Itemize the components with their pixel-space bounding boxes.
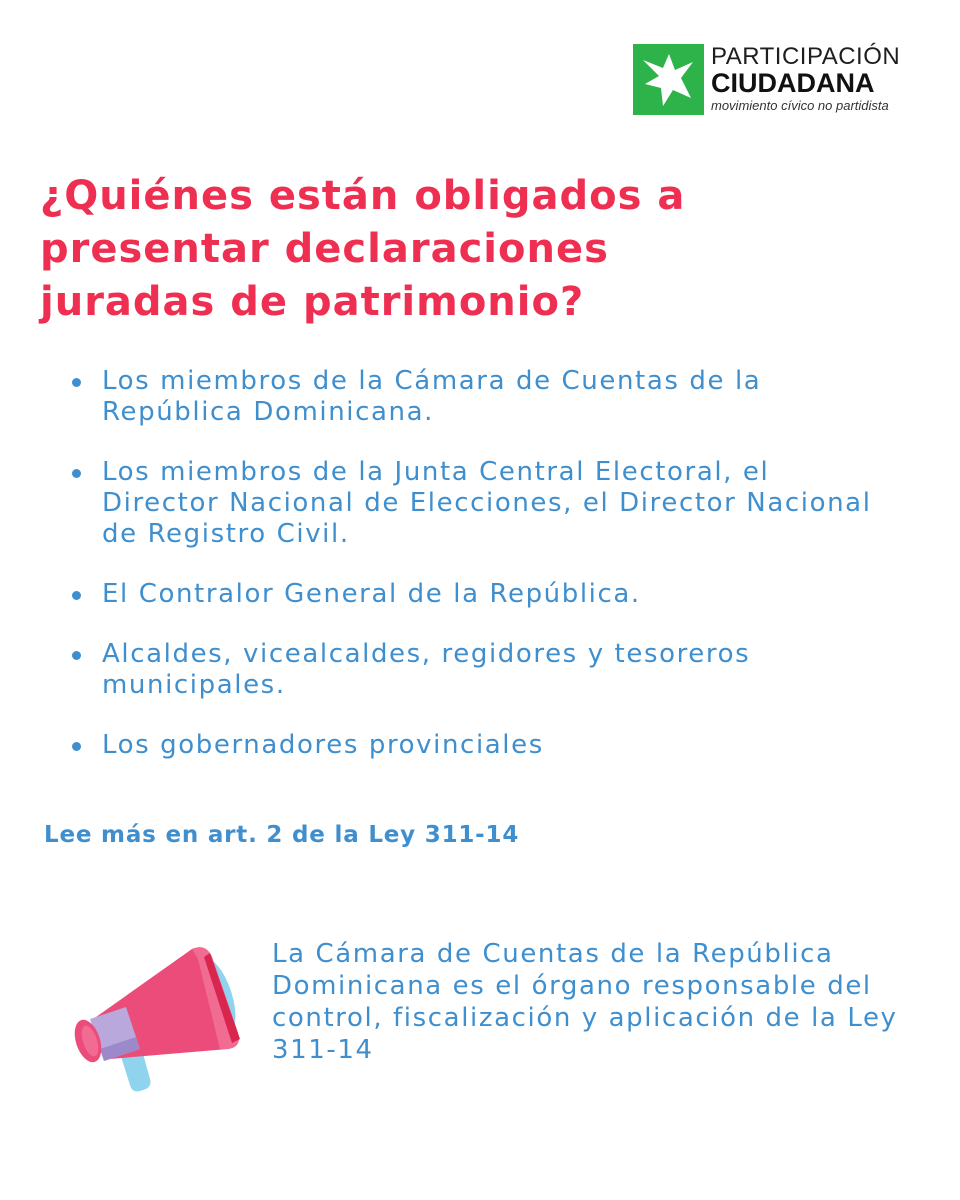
list-item bbox=[70, 579, 890, 610]
read-more-reference: Lee más en art. 2 de la Ley 311-14 bbox=[44, 822, 520, 848]
bullet-icon bbox=[72, 591, 81, 600]
participacion-ciudadana-logo bbox=[633, 44, 933, 119]
bullet-icon bbox=[72, 469, 81, 478]
logo-line-ciudadana: CIUDADANA bbox=[711, 68, 875, 98]
obligated-officials-list bbox=[70, 366, 890, 790]
page-title: ¿Quiénes están obligados a presentar declaraciones juradas de patrimonio? bbox=[40, 173, 686, 325]
logo-mark-icon bbox=[633, 44, 704, 115]
megaphone-icon bbox=[70, 935, 245, 1100]
list-item bbox=[70, 639, 890, 701]
list-item bbox=[70, 457, 890, 550]
list-item bbox=[70, 366, 890, 428]
list-item-text: Los gobernadores provinciales bbox=[102, 730, 544, 760]
list-item-text: Los miembros de la Junta Central Electoral, el Director Nacional de Elecciones, el Director Nacional de Registro Civil. bbox=[102, 457, 872, 549]
list-item-text: El Contralor General de la República. bbox=[102, 579, 641, 609]
logo-tagline: movimiento cívico no partidista bbox=[711, 98, 889, 113]
bullet-icon bbox=[72, 742, 81, 751]
list-item-text: Alcaldes, vicealcaldes, regidores y tesoreros municipales. bbox=[102, 639, 751, 700]
list-item bbox=[70, 730, 890, 761]
list-item-text: Los miembros de la Cámara de Cuentas de la República Dominicana. bbox=[102, 366, 762, 427]
bullet-icon bbox=[72, 651, 81, 660]
footer-note: La Cámara de Cuentas de la República Dominicana es el órgano responsable del control, fiscalización y aplicación de la Ley 311-14 bbox=[272, 939, 898, 1065]
logo-line-participacion: PARTICIPACIÓN bbox=[711, 43, 901, 70]
bullet-icon bbox=[72, 378, 81, 387]
